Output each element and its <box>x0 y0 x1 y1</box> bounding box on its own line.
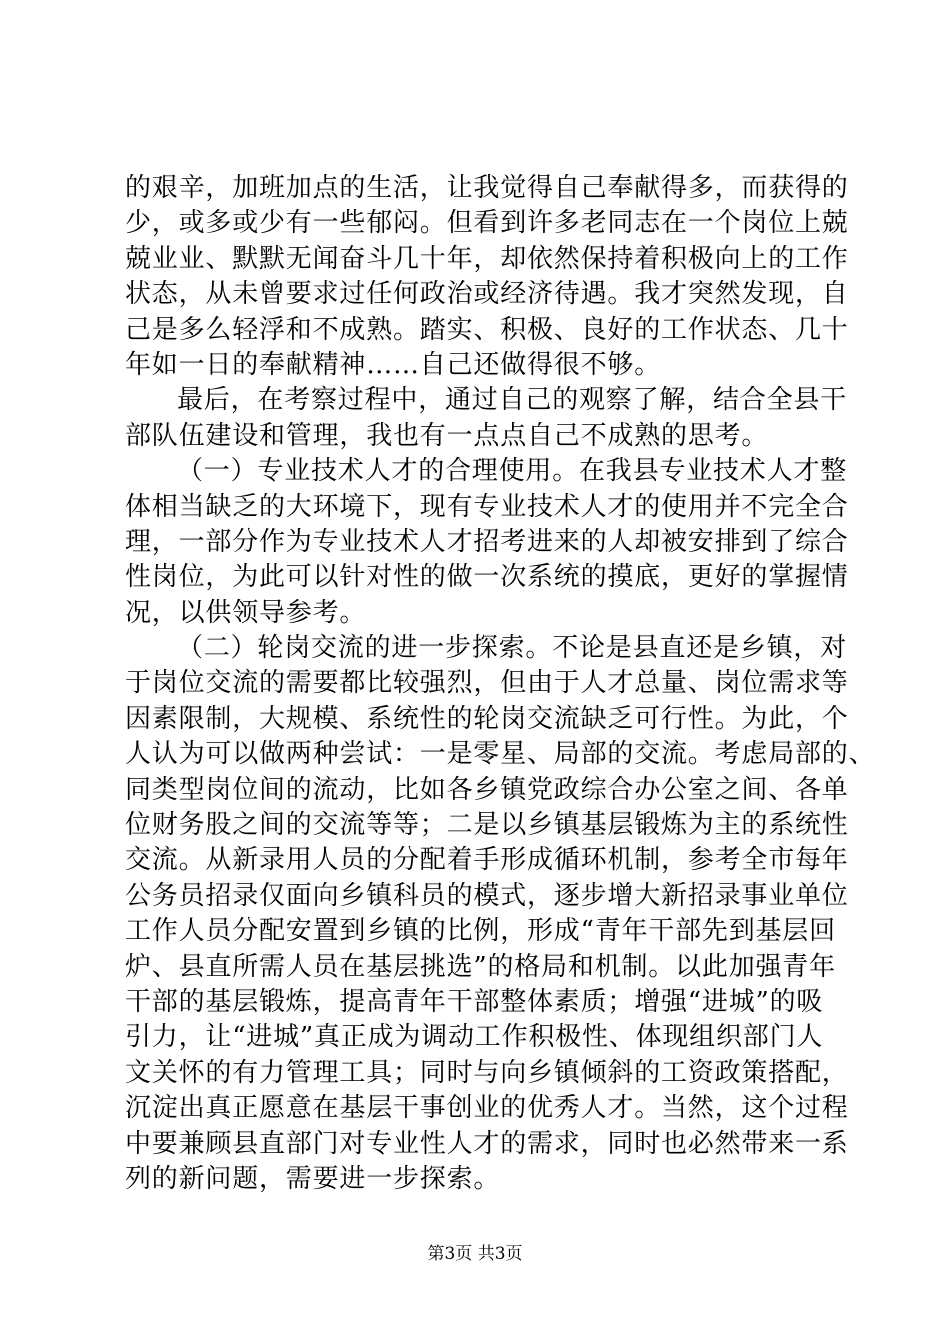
text-line: 列的新问题，需要进一步探索。 <box>125 1163 501 1194</box>
text-line: 况，以供领导参考。 <box>125 597 367 628</box>
body-text <box>125 171 876 1197</box>
text-line: 少，或多或少有一些郁闷。但看到许多老同志在一个岗位上兢 <box>125 208 849 239</box>
text-line: 文关怀的有力管理工具；同时与向乡镇倾斜的工资政策搭配， <box>125 1057 849 1088</box>
text-line: 中要兼顾县直部门对专业性人才的需求，同时也必然带来一系 <box>125 1128 849 1159</box>
text-line: 同类型岗位间的流动，比如各乡镇党政综合办公室之间、各单 <box>125 774 849 805</box>
text-line: 干部的基层锻炼，提高青年干部整体素质；增强“进城”的吸 <box>125 986 824 1017</box>
text-line: 人认为可以做两种尝试：一是零星、局部的交流。考虑局部的、 <box>125 739 876 770</box>
text-line: 位财务股之间的交流等等；二是以乡镇基层锻炼为主的系统性 <box>125 810 849 841</box>
text-line: 工作人员分配安置到乡镇的比例，形成“青年干部先到基层回 <box>125 916 836 947</box>
text-line: 部队伍建设和管理，我也有一点点自己不成熟的思考。 <box>125 420 769 451</box>
text-line: 炉、县直所需人员在基层挑选”的格局和机制。以此加强青年 <box>125 951 836 982</box>
text-line: 于岗位交流的需要都比较强烈，但由于人才总量、岗位需求等 <box>125 668 849 699</box>
text-line: 己是多么轻浮和不成熟。踏实、积极、良好的工作状态、几十 <box>125 314 849 345</box>
text-line: 沉淀出真正愿意在基层干事创业的优秀人才。当然，这个过程 <box>125 1093 849 1124</box>
text-line: 兢业业、默默无闻奋斗几十年，却依然保持着积极向上的工作 <box>125 243 849 274</box>
text-line: 交流。从新录用人员的分配着手形成循环机制，参考全市每年 <box>125 845 849 876</box>
paragraph-start-line: （一）专业技术人才的合理使用。在我县专业技术人才整 <box>177 456 848 487</box>
paragraph-start-line: 最后，在考察过程中，通过自己的观察了解，结合全县干 <box>177 385 848 416</box>
text-line: 引力，让“进城”真正成为调动工作积极性、体现组织部门人 <box>125 1022 824 1053</box>
text-line: 年如一日的奉献精神……自己还做得很不够。 <box>125 349 662 380</box>
paragraph-start-line: （二）轮岗交流的进一步探索。不论是县直还是乡镇，对 <box>177 633 848 664</box>
page-number-footer: 第3页 共3页 <box>427 1244 523 1264</box>
text-line: 的艰辛，加班加点的生活，让我觉得自己奉献得多，而获得的 <box>125 173 849 203</box>
text-line: 理，一部分作为专业技术人才招考进来的人却被安排到了综合 <box>125 526 849 557</box>
text-line: 因素限制，大规模、系统性的轮岗交流缺乏可行性。为此，个 <box>125 703 849 734</box>
text-line: 状态，从未曾要求过任何政治或经济待遇。我才突然发现，自 <box>125 279 849 310</box>
text-line: 公务员招录仅面向乡镇科员的模式，逐步增大新招录事业单位 <box>125 880 849 911</box>
text-line: 性岗位，为此可以针对性的做一次系统的摸底，更好的掌握情 <box>125 562 849 593</box>
text-line: 体相当缺乏的大环境下，现有专业技术人才的使用并不完全合 <box>125 491 849 522</box>
